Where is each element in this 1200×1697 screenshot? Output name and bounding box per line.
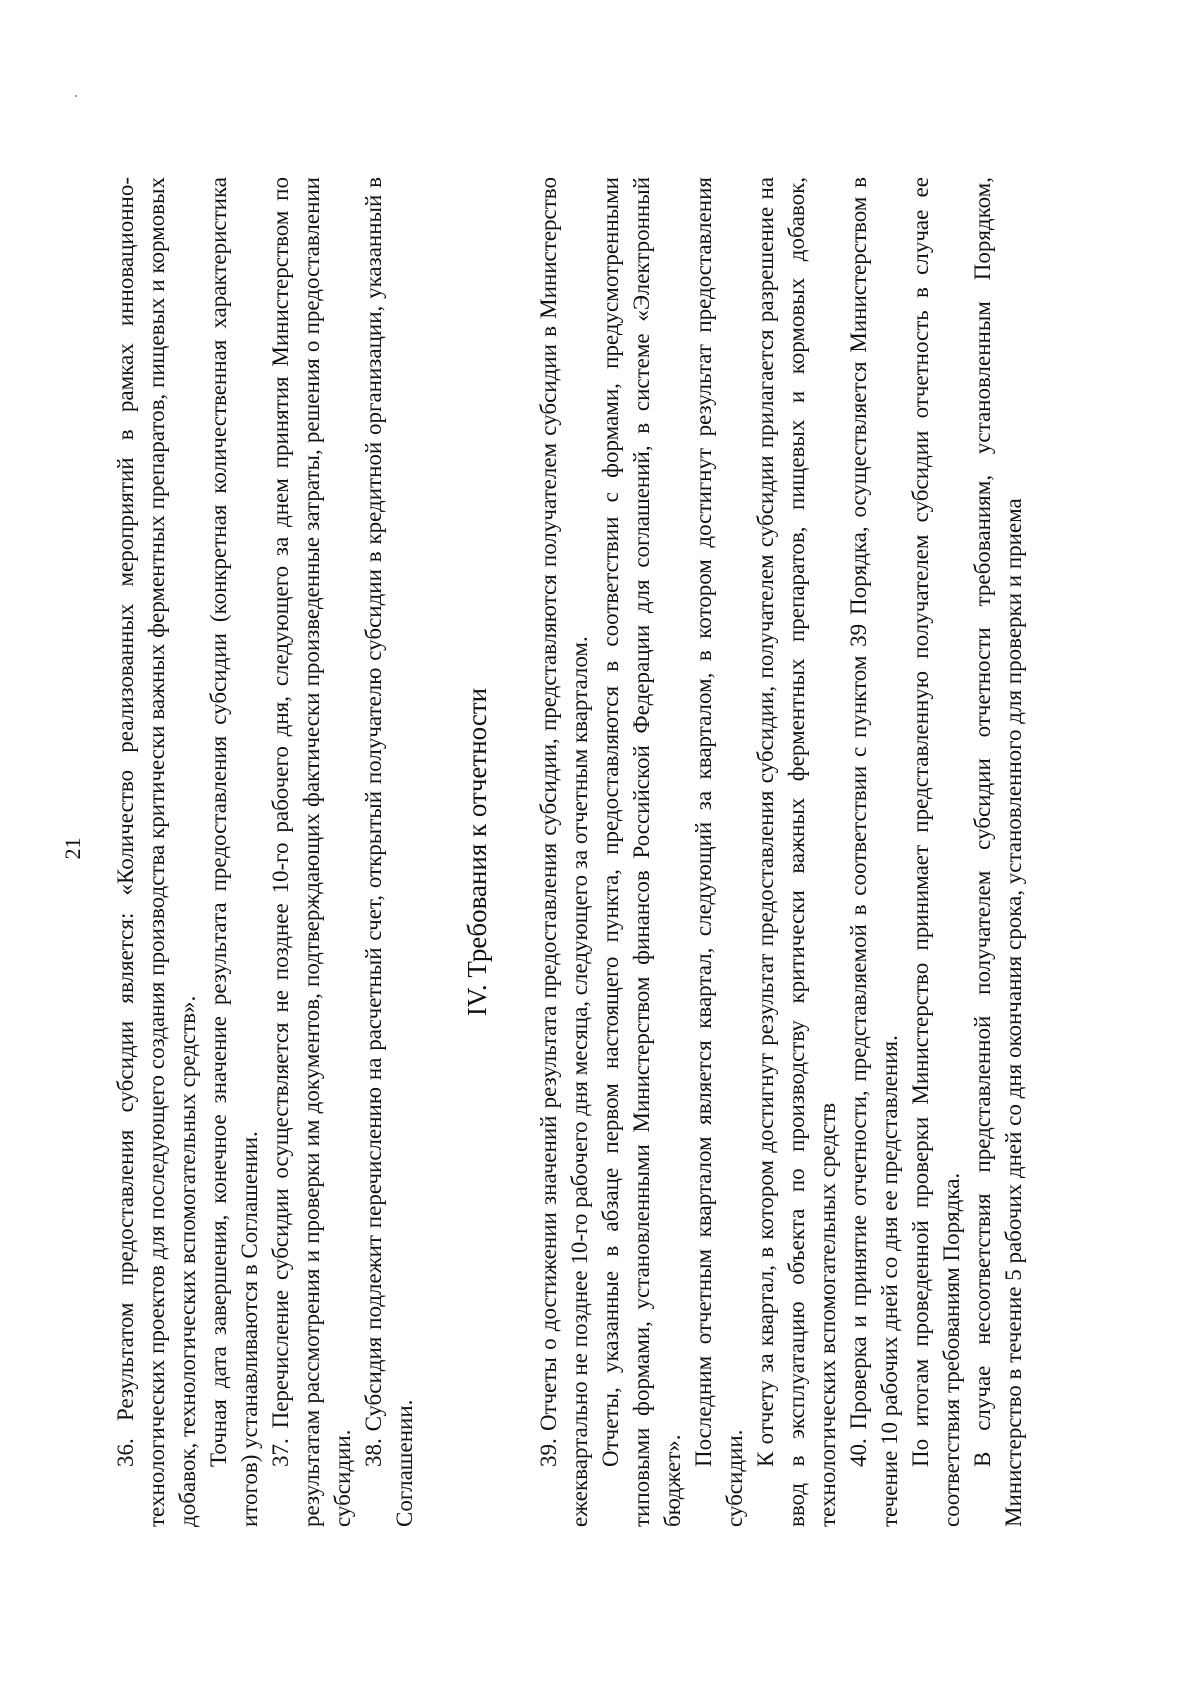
paragraph-40: 40. Проверка и принятие отчетности, представляемой в соответствии с пунктом 39 Порядка, осуществляется Министерством в течение 10 рабочих дней со дня ее представления.: [846, 177, 902, 1527]
paragraph-39-forms: Отчеты, указанные в абзаце первом настоящего пункта, предоставляются в соответствии с формами, предусмотренными типовыми формами, установленными Министерством финансов Российской Федерации для соглашений, в системе «Электронный бюджет».: [598, 177, 685, 1527]
paragraph-36-completion-date: Точная дата завершения, конечное значение результата предоставления субсидии (конкретная количественная характеристика итогов) устанавливаются в Соглашении.: [206, 177, 262, 1527]
section-heading-reporting: IV. Требования к отчетности: [462, 687, 492, 1017]
paragraph-37: 37. Перечисление субсидии осуществляется не позднее 10-го рабочего дня, следующего за днем принятия Министерством по результатам рассмотрения и проверки им документов, подтверждающих фактически произведенные затраты, решения о предоставлении субсидии.: [268, 177, 355, 1527]
document-body: [110, 177, 1029, 1527]
paragraph-39-attachment: К отчету за квартал, в котором достигнут результат предоставления субсидии, получателем субсидии прилагается разрешение на ввод в эксплуатацию объекта по производству критически важных ферментных препаратов, пищевых и кормовых добавок, технологических вспомогательных средств: [753, 177, 840, 1527]
paragraph-38: 38. Субсидия подлежит перечислению на расчетный счет, открытый получателю субсидии в кредитной организации, указанный в Соглашении.: [361, 177, 417, 1527]
paragraph-39-last-quarter: Последним отчетным кварталом является квартал, следующий за кварталом, в котором достигнут результат предоставления субсидии.: [691, 177, 747, 1527]
paragraph-40-noncompliance: В случае несоответствия представленной получателем субсидии отчетности требованиям, установленным Порядком, Министерство в течение 5 рабочих дней со дня окончания срока, установленного для проверки и приема: [970, 177, 1026, 1527]
paragraph-40-acceptance: По итогам проведенной проверки Министерство принимает представленную получателем субсидии отчетность в случае ее соответствия требованиям Порядка.: [908, 177, 964, 1527]
paragraph-39: 39. Отчеты о достижении значений результата предоставления субсидии, представляются получателем субсидии в Министерство ежеквартально не позднее 10-го рабочего дня месяца, следующего за отчетным кварталом.: [536, 177, 592, 1527]
page-number: 21: [60, 837, 85, 860]
paragraph-36: 36. Результатом предоставления субсидии является: «Количество реализованных мероприятий в рамках инновационно-технологических проектов для последующего создания производства критически важных ферментных препаратов, пищевых и кормовых добавок, технологических вспомогательных средств».: [113, 177, 200, 1527]
